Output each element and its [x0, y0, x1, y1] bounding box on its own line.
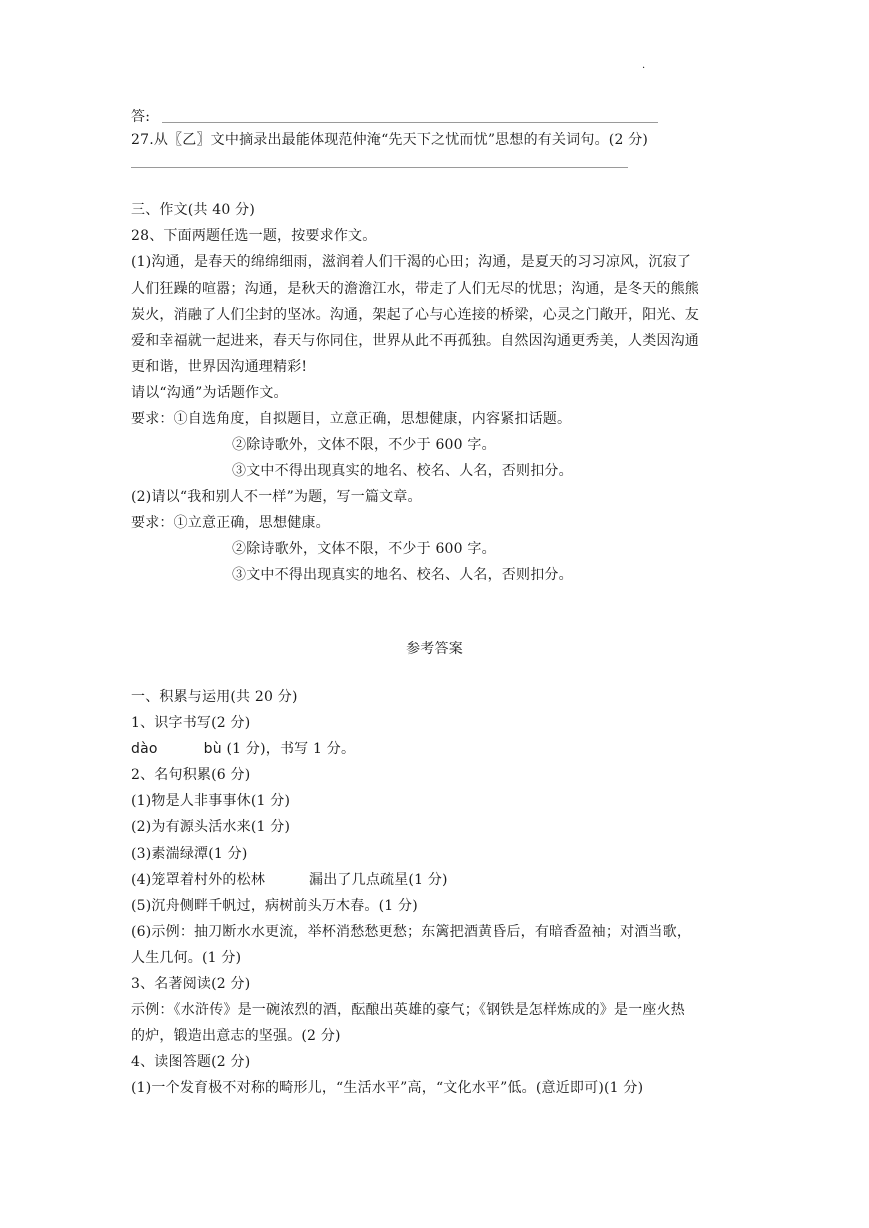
prompt1-line: 更和谐，世界因沟通理精彩! — [131, 359, 308, 375]
answer-2-item-6: (6)示例：抽刀断水水更流，举杯消愁愁更愁；东篱把酒黄昏后，有暗香盈袖；对酒当歌， — [131, 924, 692, 940]
question-27: 27.从〖乙〗文中摘录出最能体现范仲淹“先天下之忧而忧”思想的有关词句。(2 分) — [131, 132, 649, 148]
requirement-line: ③文中不得出现真实的地名、校名、人名，否则扣分。 — [232, 463, 573, 479]
requirement-line: 要求：①立意正确，思想健康。 — [131, 515, 330, 531]
answer-blank-line — [162, 122, 658, 123]
requirement-line: 要求：①自选角度，自拟题目，立意正确，思想健康，内容紧扣话题。 — [131, 411, 572, 427]
answer-1-rest: (1 分)，书写 1 分。 — [226, 741, 356, 757]
prompt1-line: 炭火，消融了人们尘封的坚冰。沟通，架起了心与心连接的桥梁，心灵之门敞开，阳光、友 — [131, 307, 699, 323]
prompt1-line: (1)沟通，是春天的绵绵细雨，滋润着人们干渴的心田；沟通，是夏天的习习凉风，沉寂了 — [131, 254, 692, 270]
answer-2-item-4 — [131, 870, 448, 890]
answer-blank-line-27 — [131, 167, 628, 168]
prompt2: (2)请以“我和别人不一样”为题，写一篇文章。 — [131, 489, 422, 505]
requirement-line: ③文中不得出现真实的地名、校名、人名，否则扣分。 — [232, 567, 573, 583]
answer-2-item-4a: (4)笼罩着村外的松林 — [131, 872, 266, 888]
pinyin-2: bù — [203, 741, 222, 757]
answer-3-heading: 3、名著阅读(2 分) — [131, 976, 251, 992]
answer-3-text: 示例：《水浒传》是一碗浓烈的酒，酝酿出英雄的豪气；《钢铁是怎样炼成的》是一座火热 — [131, 1002, 685, 1018]
answer-2-item-5: (5)沉舟侧畔千帆过，病树前头万木春。(1 分) — [131, 898, 418, 914]
requirement-line: ②除诗歌外，文体不限，不少于 600 字。 — [232, 541, 496, 557]
section-heading-composition: 三、作文(共 40 分) — [131, 202, 256, 218]
answer-2-item: (1)物是人非事事休(1 分) — [131, 793, 291, 809]
prompt1-line: 人们狂躁的喧嚣；沟通，是秋天的澹澹江水，带走了人们无尽的忧思；沟通，是冬天的熊熊 — [131, 281, 699, 297]
requirement-line: ②除诗歌外，文体不限，不少于 600 字。 — [232, 437, 496, 453]
answer-2-item-4b: 漏出了几点疏星(1 分) — [309, 872, 448, 888]
answers-title: 参考答案 — [406, 641, 463, 657]
answer-1-content — [131, 739, 355, 759]
prompt1-line: 爱和幸福就一起进来，春天与你同住，世界从此不再孤独。自然因沟通更秀美，人类因沟通 — [131, 333, 699, 349]
answer-1-heading: 1、识字书写(2 分) — [131, 715, 251, 731]
answers-part1-heading: 一、积累与运用(共 20 分) — [131, 689, 298, 705]
answer-2-item: (2)为有源头活水来(1 分) — [131, 819, 291, 835]
prompt1-instruction: 请以“沟通”为话题作文。 — [131, 385, 288, 401]
answer-2-heading: 2、名句积累(6 分) — [131, 767, 251, 783]
answer-4-item-1: (1)一个发育极不对称的畸形儿，“生活水平”高，“文化水平”低。(意近即可)(1 分) — [131, 1080, 644, 1096]
question-28: 28、下面两题任选一题，按要求作文。 — [131, 228, 377, 244]
answer-3-text: 的炉，锻造出意志的坚强。(2 分) — [131, 1028, 341, 1044]
answer-2-item: (3)素湍绿潭(1 分) — [131, 846, 248, 862]
pinyin-1: dào — [131, 741, 158, 757]
answer-label: 答: — [131, 109, 151, 125]
answer-4-heading: 4、读图答题(2 分) — [131, 1054, 251, 1070]
answer-2-item-6: 人生几何。(1 分) — [131, 950, 242, 966]
header-dot: · — [642, 63, 646, 74]
